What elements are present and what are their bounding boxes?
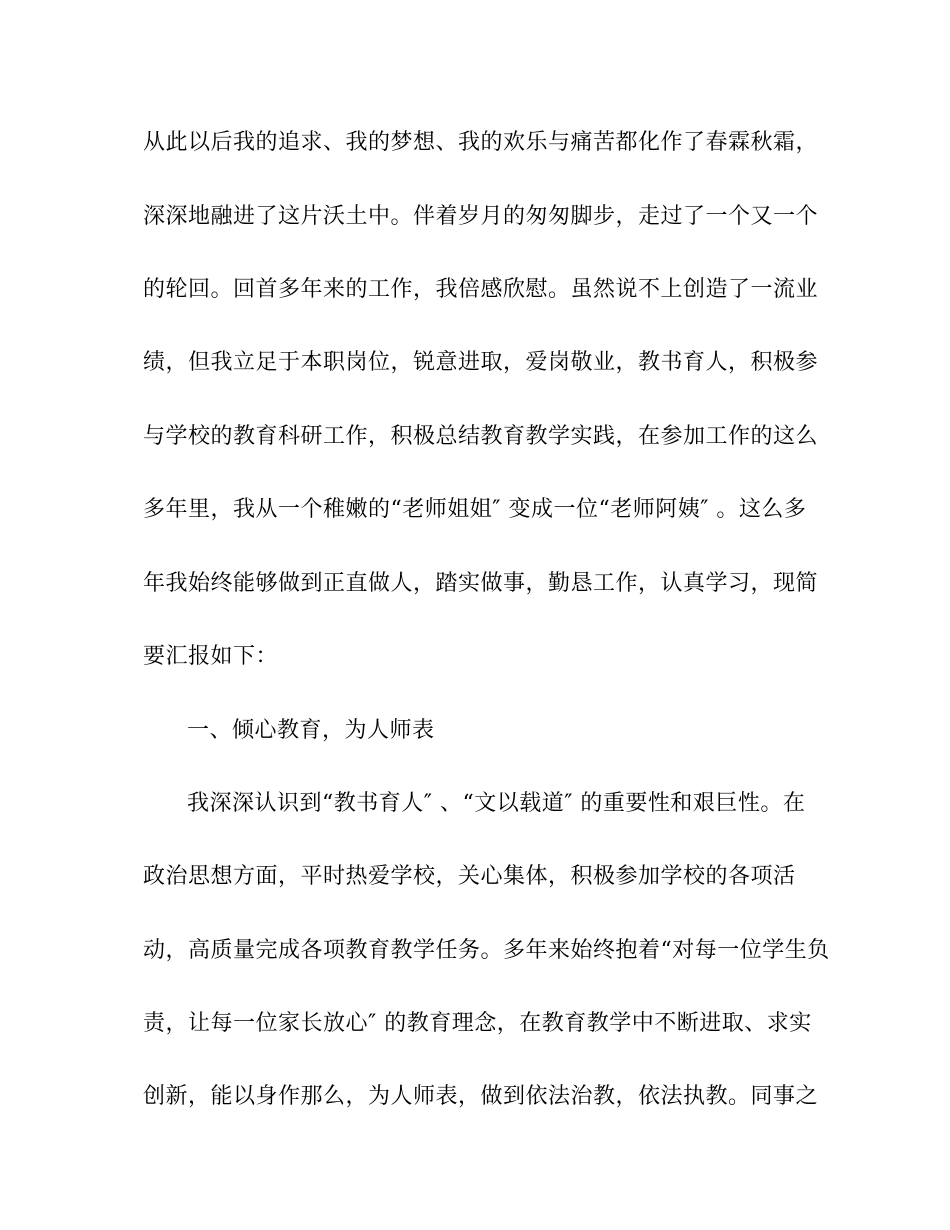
text-line: 深深地融进了这片沃土中。伴着岁月的匆匆脚步，走过了一个又一个 (143, 204, 819, 229)
text-line: 我深深认识到“教书育人″ 、“文以载道″ 的重要性和艰巨性。在 (187, 791, 806, 816)
text-line: 要汇报如下： (143, 644, 279, 669)
text-line: 政治思想方面，平时热爱学校，关心集体，积极参加学校的各项活 (143, 864, 796, 889)
text-line: 责，让每一位家长放心″ 的教育理念，在教育教学中不断进取、求实 (143, 1011, 812, 1036)
text-line: 多年里，我从一个稚嫩的“老师姐姐″ 变成一位“老师阿姨″ 。这么多 (143, 497, 807, 522)
text-line: 创新，能以身作那么，为人师表，做到依法治教，依法执教。同事之 (143, 1084, 819, 1109)
text-line: 与学校的教育科研工作，积极总结教育教学实践，在参加工作的这么 (143, 424, 819, 449)
text-line: 动，高质量完成各项教育教学任务。多年来始终抱着“对每一位学生负 (143, 938, 830, 963)
text-line: 年我始终能够做到正直做人，踏实做事，勤恳工作，认真学习，现简 (143, 571, 819, 596)
section-heading: 一、倾心教育，为人师表 (187, 718, 435, 743)
text-line: 从此以后我的追求、我的梦想、我的欢乐与痛苦都化作了春霖秋霜， (143, 130, 819, 155)
text-line: 绩，但我立足于本职岗位，锐意进取，爱岗敬业，教书育人，积极参 (143, 350, 819, 375)
text-line: 的轮回。回首多年来的工作，我倍感欣慰。虽然说不上创造了一流业 (143, 277, 819, 302)
